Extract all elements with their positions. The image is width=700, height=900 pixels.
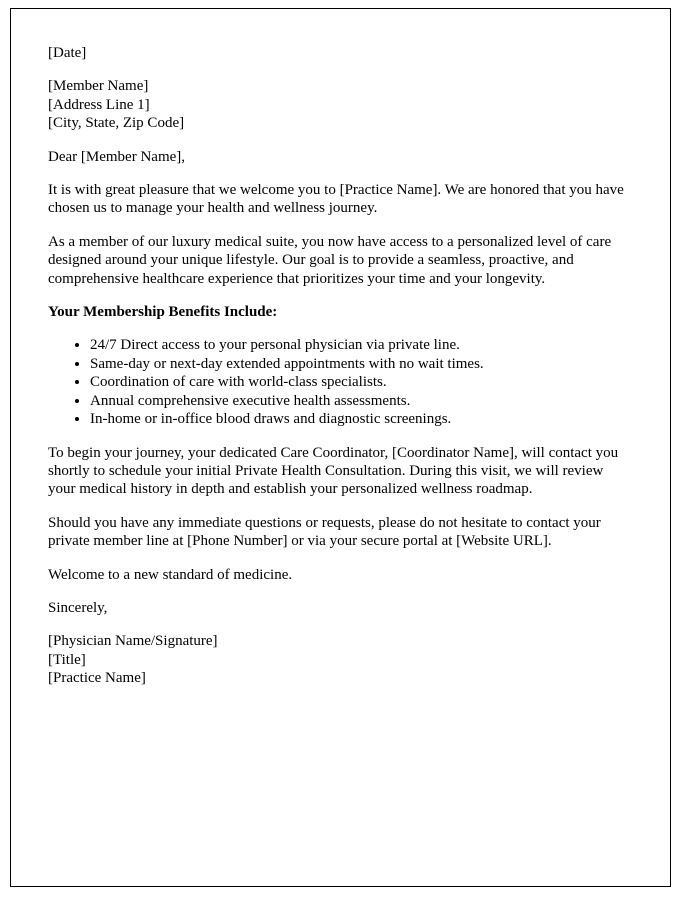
recipient-city-state-zip-line: [City, State, Zip Code] [48, 115, 185, 132]
salutation: Dear [Member Name], [48, 148, 186, 165]
benefit-item-assessments: • Annual comprehensive executive health assessments. [90, 392, 631, 410]
recipient-address-block [48, 77, 631, 132]
date-line: [Date] [48, 45, 87, 61]
benefits-heading: Your Membership Benefits Include: [48, 304, 278, 321]
recipient-name-line: [Member Name] [48, 78, 149, 95]
signature-name-line: [Physician Name/Signature] [48, 633, 218, 650]
benefit-item-physician-access: • 24/7 Direct access to your personal physician via private line. [90, 336, 631, 354]
signoff: Sincerely, [48, 599, 108, 616]
intro-paragraph: It is with great pleasure that we welcome you to [Practice Name]. We are honored that you have chosen us to manage your health and wellness journey. [48, 182, 624, 217]
coordinator-paragraph: To begin your journey, your dedicated Care Coordinator, [Coordinator Name], will contact you shortly to schedule your initial Private Health Consultation. During this visit, we will review your medical history in depth and establish your personalized wellness roadmap. [48, 444, 619, 498]
letter-document [10, 8, 671, 887]
benefit-item-screenings: • In-home or in-office blood draws and diagnostic screenings. [90, 410, 631, 428]
signature-practice-line: [Practice Name] [48, 670, 146, 687]
contact-paragraph: Should you have any immediate questions or requests, please do not hesitate to contact your private member line at [Phone Number] or via your secure portal at [Website URL]. [48, 514, 601, 550]
recipient-address-line: [Address Line 1] [48, 96, 150, 113]
signature-title-line: [Title] [48, 651, 86, 668]
membership-paragraph: As a member of our luxury medical suite, you now have access to a personalized level of care designed around your unique lifestyle. Our goal is to provide a seamless, proactive, and comprehensive healthcare experience that prioritizes your time and your longevity. [48, 233, 612, 287]
closing-line: Welcome to a new standard of medicine. [48, 566, 293, 583]
benefits-list [48, 336, 631, 428]
benefit-item-specialists: • Coordination of care with world-class specialists. [90, 373, 631, 391]
signature-block [48, 632, 631, 687]
benefit-item-appointments: • Same-day or next-day extended appointments with no wait times. [90, 355, 631, 373]
